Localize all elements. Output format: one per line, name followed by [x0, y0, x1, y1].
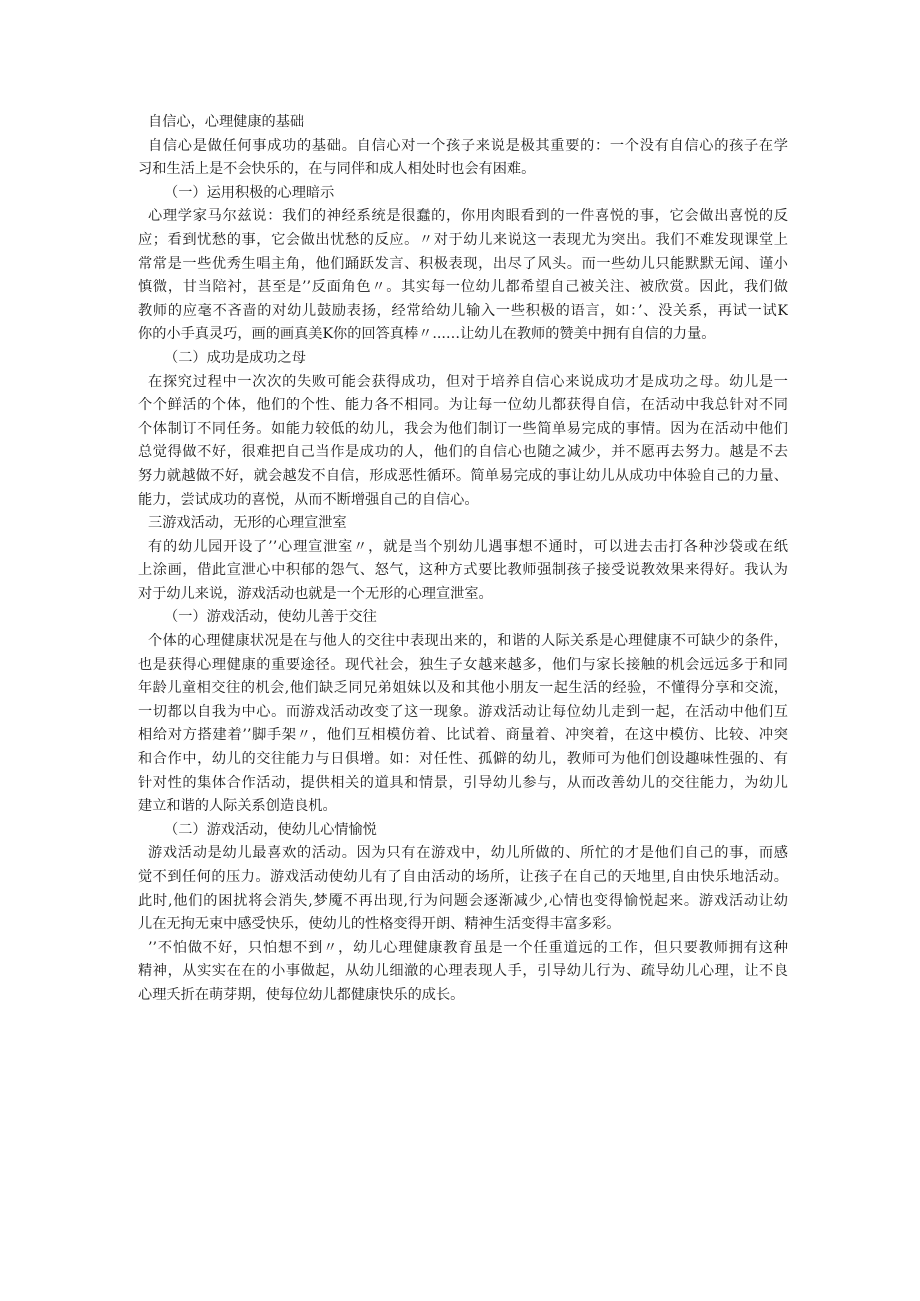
paragraph-p10	[138, 630, 788, 819]
paragraph-p12	[138, 842, 788, 936]
paragraph-p8	[138, 536, 788, 607]
text-line: 个体的心理健康状况是在与他人的交往中表现出来的，和谐的人际关系是心理健康不可缺少的条件，	[148, 633, 788, 650]
text-line: 一切都以自我为中心。而游戏活动改变了这一现象。游戏活动让每位幼儿走到一起，在活动中他们互	[138, 703, 788, 720]
text-line: 此时,他们的困扰将会消失,梦魇不再出现,行为问题会逐渐减少,心情也变得愉悦起来。游戏活动让幼	[138, 892, 788, 909]
document-page	[138, 111, 788, 1008]
text-line: 慎微，甘当陪衬，甚至是’’反面角色〃。其实每一位幼儿都希望自己被关注、被欣赏。因此，我们做	[138, 279, 788, 296]
text-line: （二）游戏活动，使幼儿心情愉悦	[164, 821, 377, 838]
paragraph-p5	[138, 347, 788, 371]
text-line: 心理学家马尔兹说：我们的神经系统是很蠢的，你用肉眼看到的一件喜悦的事，它会做出喜悦的反	[148, 208, 788, 225]
text-line: （一）游戏活动，使幼儿善于交往	[164, 609, 377, 626]
text-line: 你的小手真灵巧，画的画真美K你的回答真棒〃...…让幼儿在教师的赞美中拥有自信的力量。	[138, 326, 716, 343]
text-line: 自信心，心理健康的基础	[148, 114, 305, 130]
paragraph-p9	[138, 606, 788, 630]
paragraph-p4	[138, 205, 788, 347]
text-line: 有的幼儿园开设了’’心理宣泄室〃，就是当个别幼儿遇事想不通时，可以进去击打各种沙袋或在纸	[148, 538, 788, 555]
text-line: 针对性的集体合作活动，提供相关的道具和情景，引导幼儿参与，从而改善幼儿的交往能力，为幼儿	[138, 774, 788, 791]
text-line: 应；看到忧愁的事，它会做出忧愁的反应。〃对于幼儿来说这一表现尤为突出。我们不难发现课堂上	[138, 231, 788, 248]
text-line: 建立和谐的人际关系创造良机。	[138, 798, 337, 815]
text-line: 和合作中，幼儿的交往能力与日俱增。如：对任性、孤僻的幼儿，教师可为他们创设趣味性强的、有	[138, 751, 788, 768]
text-line: 常常是一些优秀生唱主角，他们踊跃发言、积极表现，出尽了风头。而一些幼儿只能默默无闻、谨小	[138, 255, 788, 272]
text-line: （二）成功是成功之母	[164, 349, 306, 366]
text-line: 自信心是做任何事成功的基础。自信心对一个孩子来说是极其重要的：一个没有自信心的孩子在学	[148, 137, 788, 154]
paragraph-p6	[138, 371, 788, 513]
text-line: 总觉得做不好，很难把自己当作是成功的人，他们的自信心也随之减少，并不愿再去努力。越是不去	[138, 444, 788, 461]
text-line: 年龄儿童相交往的机会,他们缺乏同兄弟姐妹以及和其他小朋友一起生活的经验，不懂得分享和交流，	[138, 680, 788, 697]
text-line: 游戏活动是幼儿最喜欢的活动。因为只有在游戏中，幼儿所做的、所忙的才是他们自己的事，而感	[148, 845, 788, 862]
text-line: （一）运用积极的心理暗示	[164, 184, 335, 201]
paragraph-p3	[138, 182, 788, 206]
text-line: 习和生活上是不会快乐的，在与同伴和成人相处时也会有困难。	[138, 161, 536, 178]
text-line: 在探究过程中一次次的失败可能会获得成功，但对于培养自信心来说成功才是成功之母。幼儿是一	[148, 373, 788, 390]
text-line: 个体制订不同任务。如能力较低的幼儿，我会为他们制订一些简单易完成的事情。因为在活动中他们	[138, 420, 788, 437]
text-line: 对于幼儿来说，游戏活动也就是一个无形的心理宣泄室。	[138, 585, 493, 602]
text-line: 精神，从实实在在的小事做起，从幼儿细澈的心理表现人手，引导幼儿行为、疏导幼儿心理，让不良	[138, 963, 788, 980]
text-line: 个个鲜活的个体，他们的个性、能力各不相同。为让每一位幼儿都获得自信，在活动中我总针对不同	[138, 397, 788, 414]
paragraph-p7	[138, 512, 788, 536]
text-line: 儿在无拘无束中感受快乐，使幼儿的性格变得开朗、精神生活变得丰富多彩。	[138, 916, 621, 933]
text-line: 觉不到任何的压力。游戏活动使幼儿有了自由活动的场所，让孩子在自己的天地里,自由快乐地活动。	[138, 869, 788, 885]
text-line: 努力就越做不好，就会越发不自信，形成恶性循环。简单易完成的事让幼儿从成功中体验自己的力量、	[138, 467, 788, 484]
text-line: 教师的应毫不吝啬的对幼儿鼓励表扬，经常给幼儿输入一些积极的语言，如：’、没关系，再试一试K	[138, 302, 788, 319]
text-line: 相给对方搭建着’’脚手架〃，他们互相模仿着、比试着、商量着、冲突着，在这中模仿、比较、冲突	[138, 727, 788, 744]
text-line: 心理夭折在萌芽期，使每位幼儿都健康快乐的成长。	[138, 986, 465, 1003]
text-line: 上涂画，借此宣泄心中积郁的怨气、怒气，这种方式要比教师强制孩子接受说教效果来得好。我认为	[138, 562, 788, 579]
paragraph-p13	[138, 937, 788, 1008]
text-line: 三游戏活动，无形的心理宣泄室	[148, 515, 347, 532]
text-line: 也是获得心理健康的重要途径。现代社会，独生子女越来越多，他们与家长接触的机会远远多于和同	[138, 656, 788, 673]
paragraph-p11	[138, 819, 788, 843]
text-line: ’’不怕做不好，只怕想不到〃，幼儿心理健康教育虽是一个任重道远的工作，但只要教师拥有这种	[148, 939, 788, 956]
paragraph-p1	[138, 111, 788, 135]
text-line: 能力，尝试成功的喜悦，从而不断增强自己的自信心。	[138, 491, 479, 508]
paragraph-p2	[138, 135, 788, 182]
